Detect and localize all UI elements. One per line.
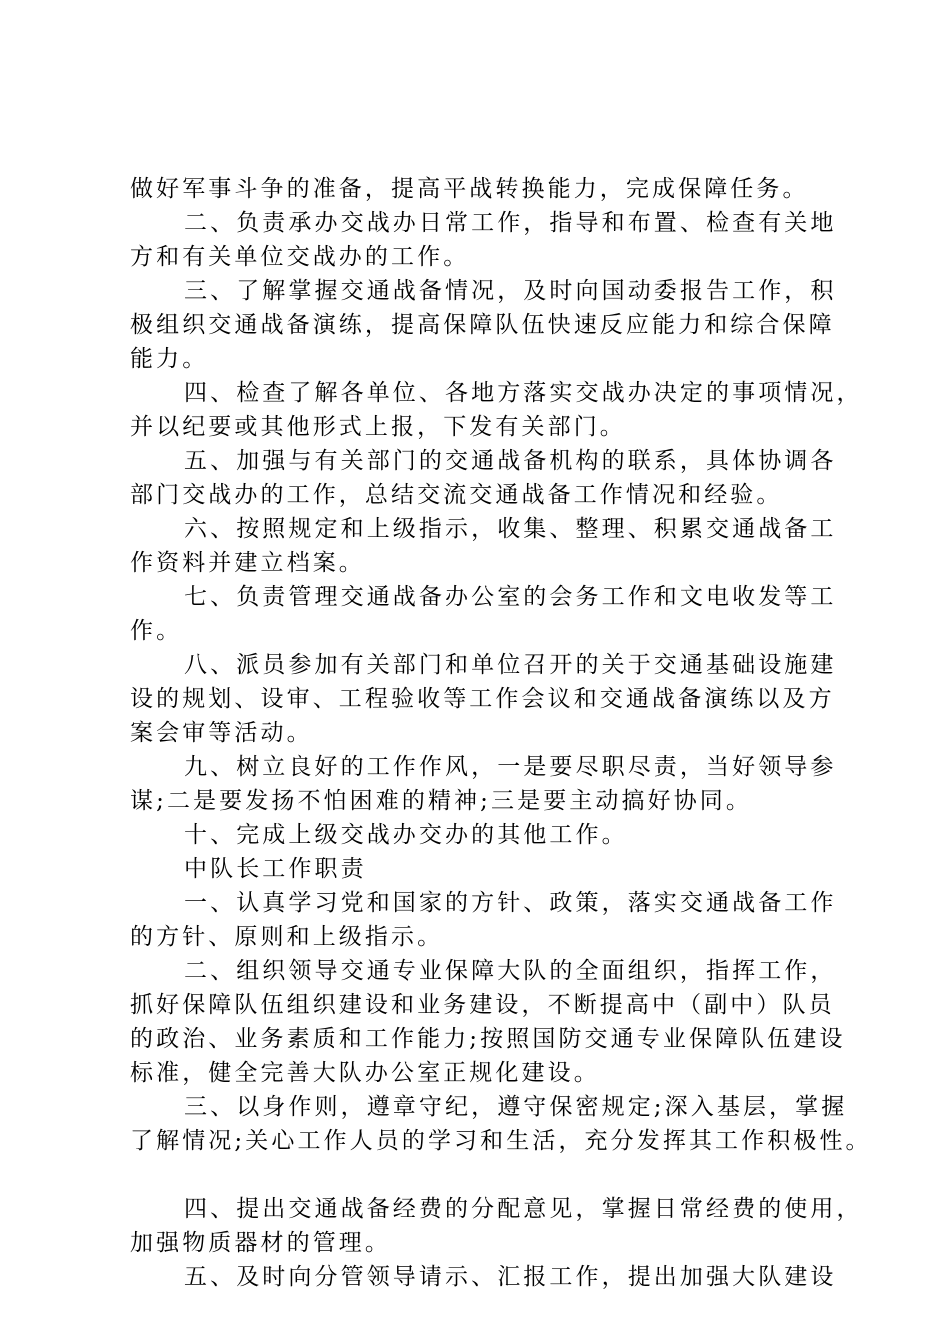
text-line: 的方针、原则和上级指示。 [130,924,444,950]
text-line: 二、负责承办交战办日常工作，指导和布置、检查有关地 [184,210,837,236]
text-line: 五、加强与有关部门的交通战备机构的联系，具体协调各 [184,448,837,474]
text-line: 九、树立良好的工作作风，一是要尽职尽责，当好领导参 [184,754,837,780]
text-line: 加强物质器材的管理。 [130,1230,391,1256]
section-heading: 中队长工作职责 [184,856,367,882]
text-line: 作资料并建立档案。 [130,550,365,576]
text-line: 谋;二是要发扬不怕困难的精神;三是要主动搞好协同。 [130,788,752,814]
text-line: 三、了解掌握交通战备情况，及时向国动委报告工作，积 [184,278,837,304]
text-line: 三、以身作则，遵章守纪，遵守保密规定;深入基层，掌握 [184,1094,848,1120]
text-line: 六、按照规定和上级指示，收集、整理、积累交通战备工 [184,516,837,542]
text-line: 八、派员参加有关部门和单位召开的关于交通基础设施建 [184,652,837,678]
text-line: 四、提出交通战备经费的分配意见，掌握日常经费的使用， [184,1196,863,1222]
text-line: 作。 [130,618,183,644]
text-line: 案会审等活动。 [130,720,313,746]
text-line: 四、检查了解各单位、各地方落实交战办决定的事项情况， [184,380,863,406]
text-line: 设的规划、设审、工程验收等工作会议和交通战备演练以及方 [130,686,835,712]
text-line: 部门交战办的工作，总结交流交通战备工作情况和经验。 [130,482,783,508]
text-line: 做好军事斗争的准备，提高平战转换能力，完成保障任务。 [130,176,809,202]
text-line: 并以纪要或其他形式上报，下发有关部门。 [130,414,626,440]
text-line: 十、完成上级交战办交办的其他工作。 [184,822,628,848]
text-line: 了解情况;关心工作人员的学习和生活，充分发挥其工作积极性。 [130,1128,872,1154]
text-line: 极组织交通战备演练，提高保障队伍快速反应能力和综合保障 [130,312,835,338]
text-line: 一、认真学习党和国家的方针、政策，落实交通战备工作 [184,890,837,916]
text-line: 方和有关单位交战办的工作。 [130,244,470,270]
text-line: 标准，健全完善大队办公室正规化建设。 [130,1060,600,1086]
text-line: 抓好保障队伍组织建设和业务建设，不断提高中（副中）队员 [130,992,835,1018]
text-line: 七、负责管理交通战备办公室的会务工作和文电收发等工 [184,584,837,610]
text-line: 的政治、业务素质和工作能力;按照国防交通专业保障队伍建设 [130,1026,846,1052]
text-line: 二、组织领导交通专业保障大队的全面组织，指挥工作， [184,958,837,984]
text-line: 五、及时向分管领导请示、汇报工作，提出加强大队建设 [184,1264,837,1290]
text-line: 能力。 [130,346,209,372]
